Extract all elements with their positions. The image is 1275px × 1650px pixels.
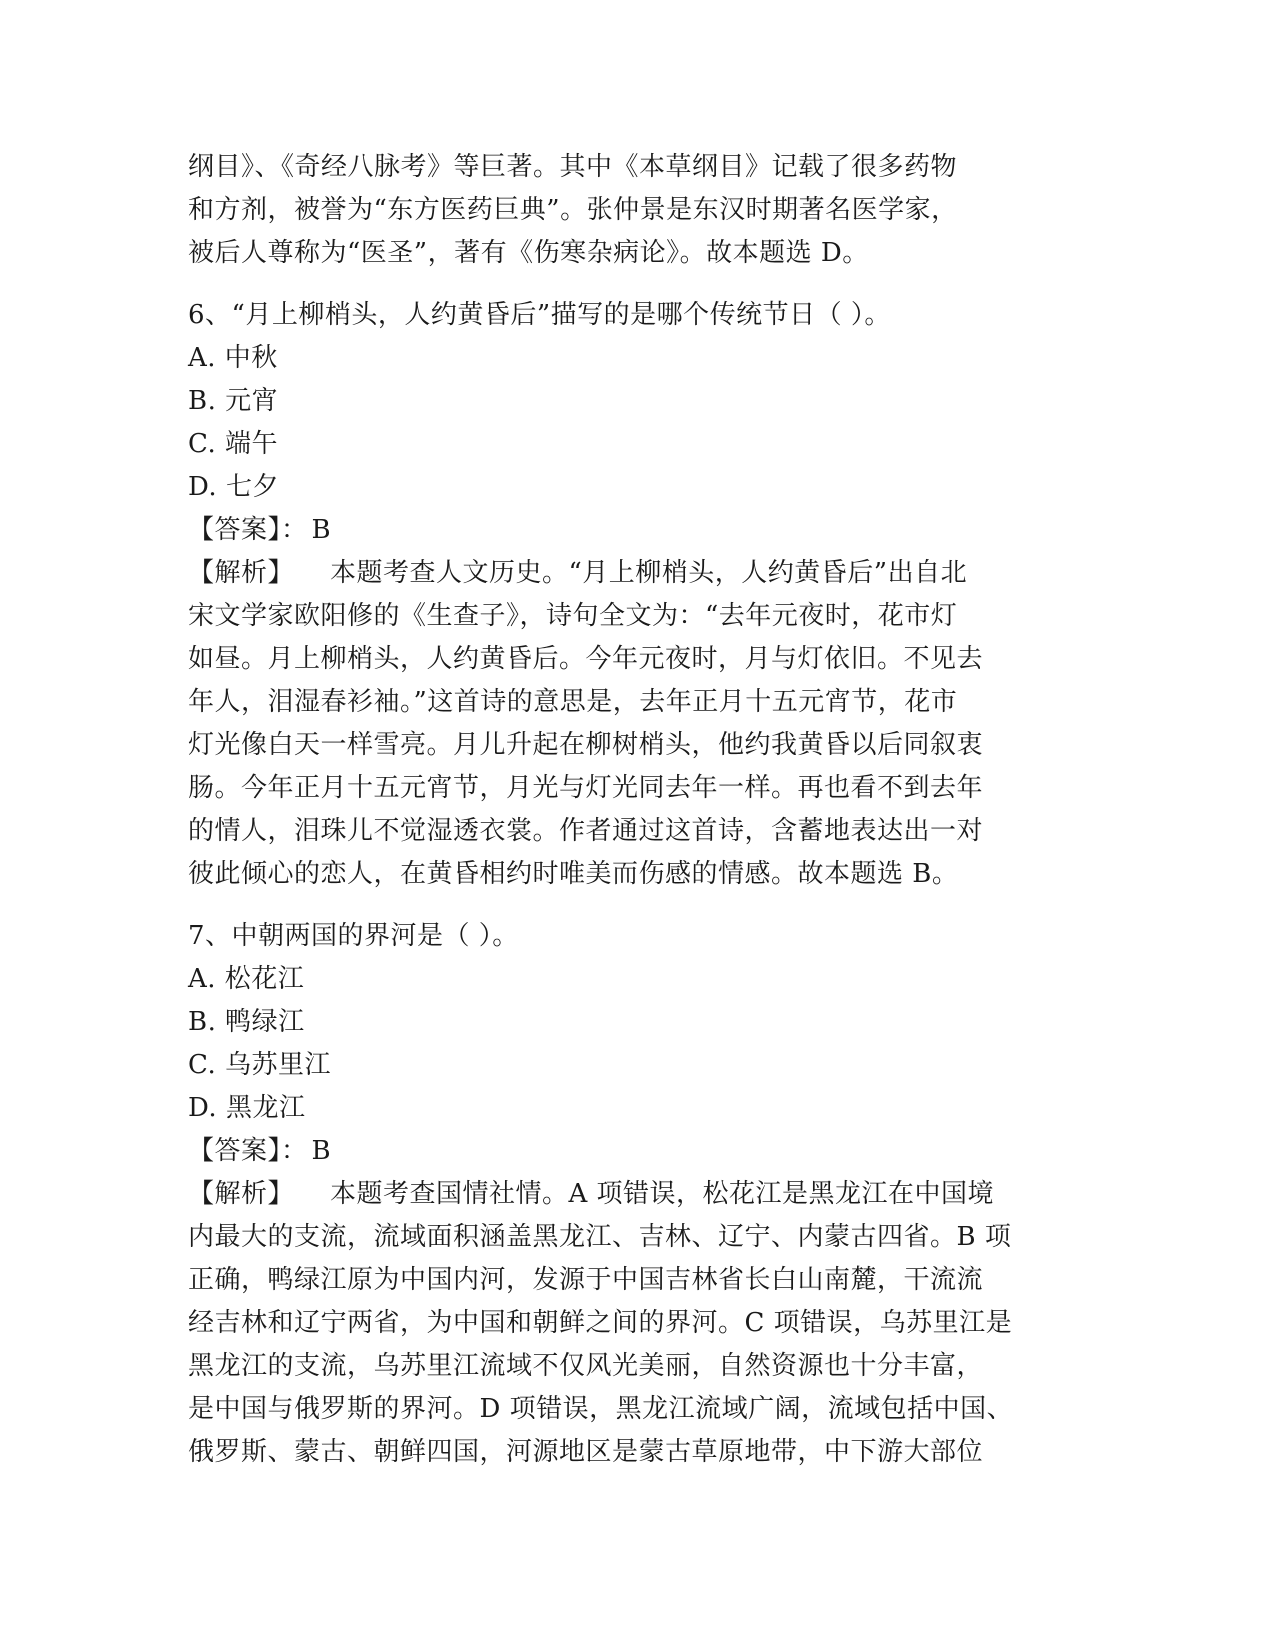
- answer-label: 【答案】：: [188, 1136, 308, 1166]
- explanation-text: 如昼。月上柳梢头，人约黄昏后。今年元夜时，月与灯依旧。不见去: [188, 644, 984, 674]
- answer-value: B: [311, 515, 332, 545]
- explanation-first-line: [188, 552, 1088, 595]
- option-a: A. 松花江: [188, 964, 305, 994]
- question-stem: 6、“月上柳梢头，人约黄昏后”描写的是哪个传统节日（ ）。: [188, 300, 891, 330]
- option-c: C. 乌苏里江: [188, 1050, 331, 1080]
- explanation-first-line: [188, 1173, 1088, 1216]
- explanation-text: 年人，泪湿春衫袖。”这首诗的意思是，去年正月十五元宵节，花市: [188, 687, 958, 717]
- option-d: D. 黑龙江: [188, 1093, 306, 1123]
- explanation-text: 正确，鸭绿江原为中国内河，发源于中国吉林省长白山南麓，干流流: [188, 1265, 984, 1295]
- explanation-text: 本题考查国情社情。A 项错误，松花江是黑龙江在中国境: [330, 1179, 995, 1209]
- explanation-text: 经吉林和辽宁两省，为中国和朝鲜之间的界河。C 项错误，乌苏里江是: [188, 1308, 1013, 1338]
- option-a: A. 中秋: [188, 343, 278, 373]
- explanation-text: 是中国与俄罗斯的界河。D 项错误，黑龙江流域广阔，流域包括中国、: [188, 1394, 1014, 1424]
- explanation-text: 肠。今年正月十五元宵节，月光与灯光同去年一样。再也看不到去年: [188, 773, 984, 803]
- explanation-label: 【解析】: [188, 1179, 295, 1209]
- answer-label: 【答案】：: [188, 515, 308, 545]
- explanation-text: 黑龙江的支流，乌苏里江流域不仅风光美丽，自然资源也十分丰富，: [188, 1351, 984, 1381]
- explanation-text: 俄罗斯、蒙古、朝鲜四国，河源地区是蒙古草原地带，中下游大部位: [188, 1437, 984, 1467]
- question-7: [188, 915, 1088, 1474]
- option-b: B. 元宵: [188, 386, 279, 416]
- page-content: [188, 146, 1088, 1474]
- option-d: D. 七夕: [188, 472, 279, 502]
- question-stem: 7、中朝两国的界河是（ ）。: [188, 921, 519, 951]
- text-line: 被后人尊称为“医圣”，著有《伤寒杂病论》。故本题选 D。: [188, 238, 869, 268]
- answer-value: B: [311, 1136, 332, 1166]
- question-6: [188, 294, 1088, 896]
- explanation-text: 彼此倾心的恋人，在黄昏相约时唯美而伤感的情感。故本题选 B。: [188, 859, 959, 889]
- explanation-text: 内最大的支流，流域面积涵盖黑龙江、吉林、辽宁、内蒙古四省。B 项: [188, 1222, 1012, 1252]
- text-line: 纲目》、《奇经八脉考》等巨著。其中《本草纲目》记载了很多药物: [188, 152, 958, 182]
- explanation-text: 宋文学家欧阳修的《生查子》，诗句全文为：“去年元夜时，花市灯: [188, 601, 958, 631]
- explanation-text: 灯光像白天一样雪亮。月儿升起在柳树梢头，他约我黄昏以后同叙衷: [188, 730, 984, 760]
- previous-explanation-continuation: [188, 146, 1088, 275]
- explanation-label: 【解析】: [188, 558, 295, 588]
- text-line: 和方剂，被誉为“东方医药巨典”。张仲景是东汉时期著名医学家，: [188, 195, 958, 225]
- answer-line: [188, 509, 1088, 552]
- explanation-text: 本题考查人文历史。“月上柳梢头，人约黄昏后”出自北: [330, 558, 968, 588]
- answer-line: [188, 1130, 1088, 1173]
- option-c: C. 端午: [188, 429, 278, 459]
- option-b: B. 鸭绿江: [188, 1007, 305, 1037]
- explanation-text: 的情人，泪珠儿不觉湿透衣裳。作者通过这首诗，含蓄地表达出一对: [188, 816, 984, 846]
